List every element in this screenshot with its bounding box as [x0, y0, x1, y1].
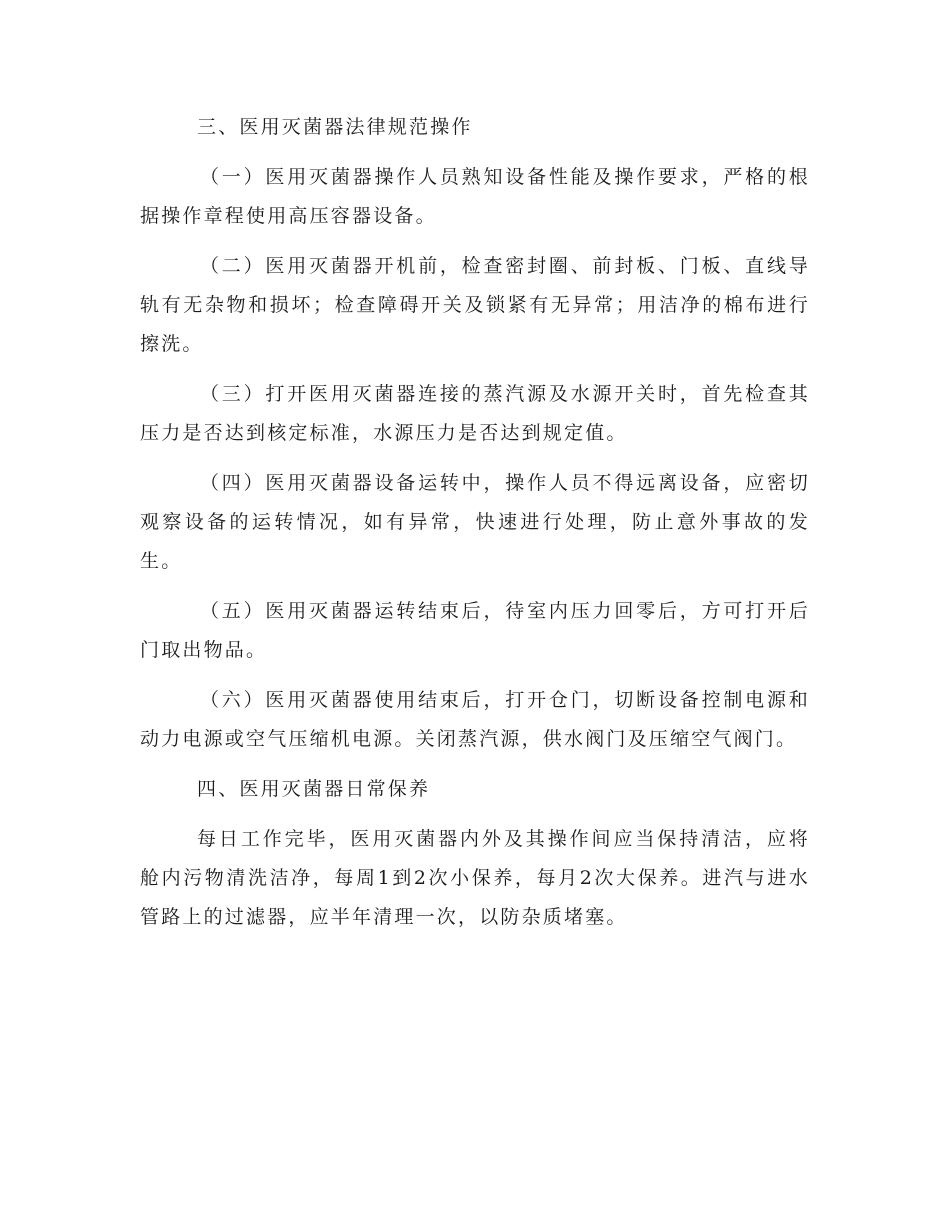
section-3-item-3: （三）打开医用灭菌器连接的蒸汽源及水源开关时，首先检查其压力是否达到核定标准，水源压力是否达到规定值。	[140, 383, 810, 444]
section-3-item-6: （六）医用灭菌器使用结束后，打开仓门，切断设备控制电源和动力电源或空气压缩机电源。关闭蒸汽源，供水阀门及压缩空气阀门。	[140, 689, 810, 750]
section-3-item-2: （二）医用灭菌器开机前，检查密封圈、前封板、门板、直线导轨有无杂物和损坏；检查障碍开关及锁紧有无异常；用洁净的棉布进行擦洗。	[140, 255, 810, 355]
section-3-heading: 三、医用灭菌器法律规范操作	[197, 116, 473, 138]
section-3-item-5: （五）医用灭菌器运转结束后，待室内压力回零后，方可打开后门取出物品。	[140, 600, 810, 661]
section-3-item-4: （四）医用灭菌器设备运转中，操作人员不得远离设备，应密切观察设备的运转情况，如有异常，快速进行处理，防止意外事故的发生。	[140, 472, 810, 572]
section-3-item-1: （一）医用灭菌器操作人员熟知设备性能及操作要求，严格的根据操作章程使用高压容器设备。	[140, 166, 810, 227]
section-4-heading: 四、医用灭菌器日常保养	[197, 778, 431, 800]
document-page	[140, 108, 810, 948]
section-4-body: 每日工作完毕，医用灭菌器内外及其操作间应当保持清洁，应将舱内污物清洗洁净，每周1到2次小保养，每月2次大保养。进汽与进水管路上的过滤器，应半年清理一次，以防杂质堵塞。	[140, 828, 810, 928]
